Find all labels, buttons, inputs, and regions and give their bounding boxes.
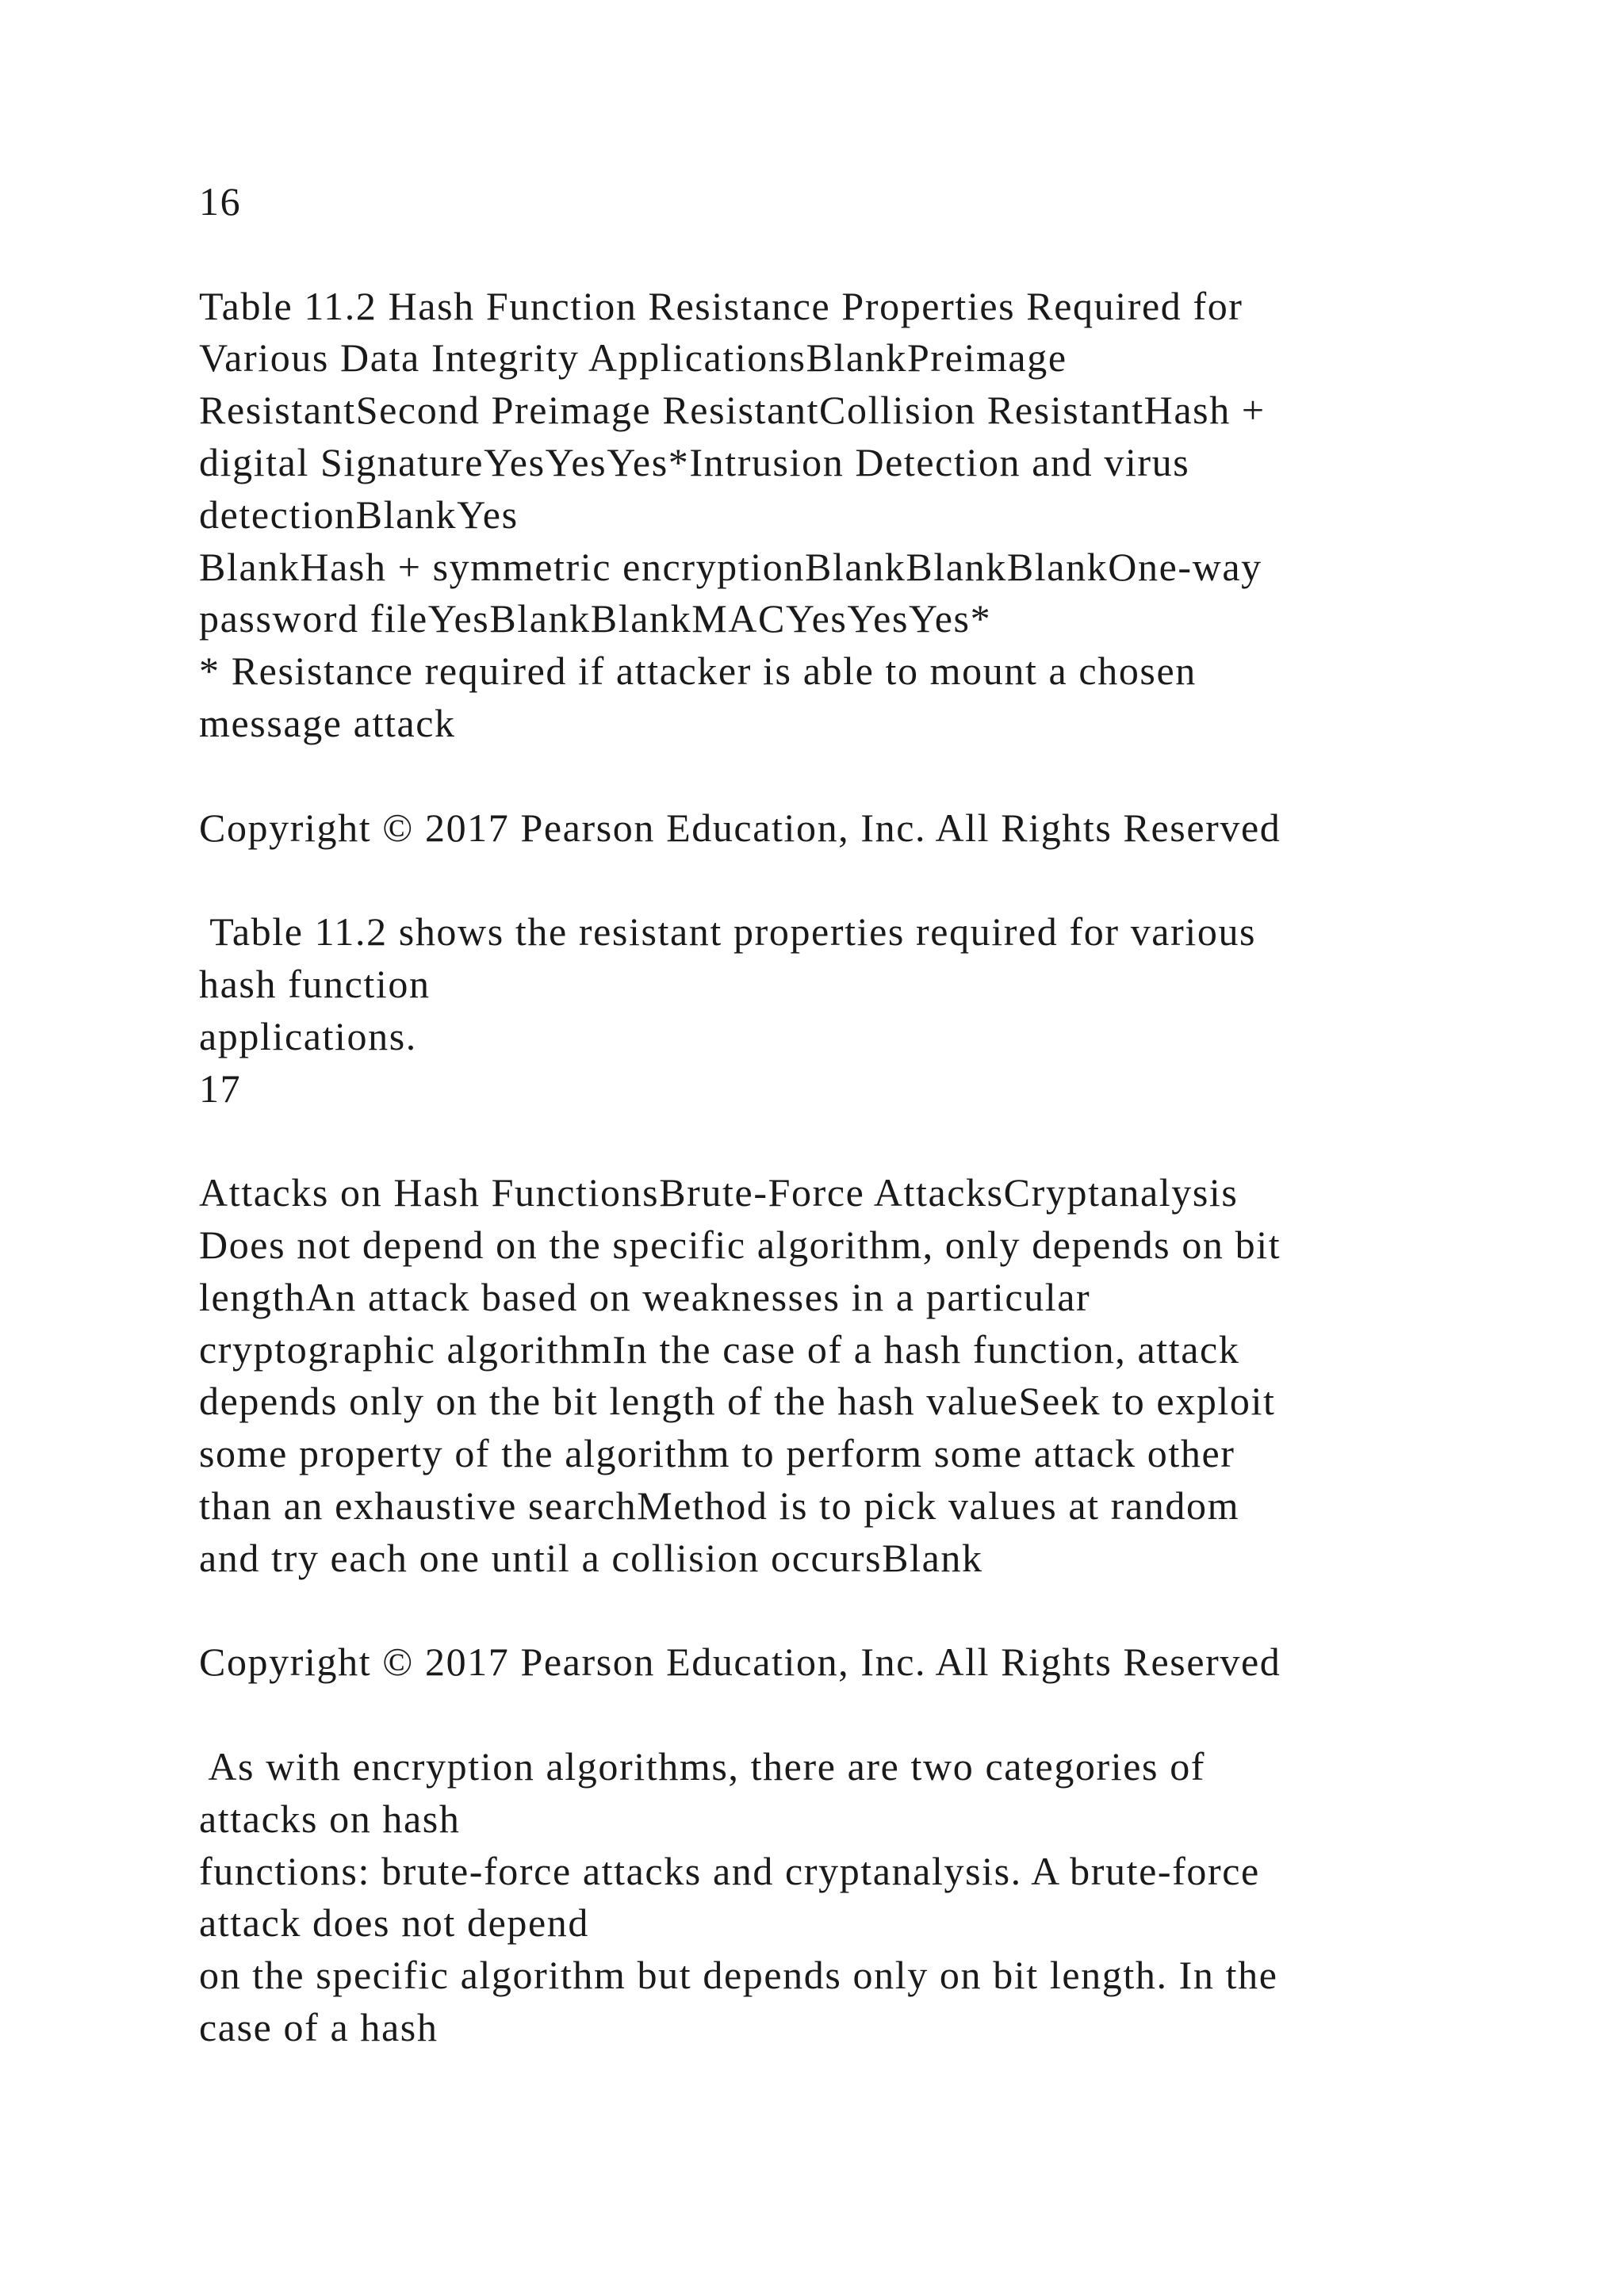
footnote-line: * Resistance required if attacker is able to mount a chosen (199, 649, 1197, 694)
table-text-line: ResistantSecond Preimage ResistantCollision ResistantHash + (199, 388, 1266, 433)
notes-line: case of a hash (199, 2004, 439, 2049)
slide-text-line: than an exhaustive searchMethod is to pick values at random (199, 1483, 1240, 1528)
notes-line: Table 11.2 shows the resistant properties required for various (199, 909, 1257, 955)
slide-text-line: some property of the algorithm to perform some attack other (199, 1431, 1235, 1476)
notes-line: attack does not depend (199, 1900, 589, 1946)
blank-line (199, 228, 1436, 281)
notes-line: hash function (199, 961, 431, 1006)
slide-text-line: depends only on the bit length of the hash valueSeek to exploit (199, 1379, 1276, 1424)
notes-line: attacks on hash (199, 1796, 461, 1841)
notes-line: applications. (199, 1013, 417, 1058)
table-text-line: digital SignatureYesYesYes*Intrusion Detection and virus (199, 439, 1190, 484)
blank-line (199, 1585, 1436, 1637)
blank-line (199, 854, 1436, 906)
copyright-line: Copyright © 2017 Pearson Education, Inc. All Rights Reserved (199, 1640, 1281, 1685)
blank-line (199, 750, 1436, 802)
page-number: 17 (199, 1066, 242, 1111)
table-text-line: Various Data Integrity ApplicationsBlankPreimage (199, 335, 1067, 381)
blank-line (199, 1689, 1436, 1741)
page-number: 16 (199, 179, 242, 224)
footnote-line: message attack (199, 700, 456, 745)
slide-text-line: and try each one until a collision occursBlank (199, 1535, 983, 1580)
table-caption-line: Table 11.2 Hash Function Resistance Properties Required for (199, 283, 1243, 328)
blank-line (199, 1115, 1436, 1167)
slide-text-line: lengthAn attack based on weaknesses in a particular (199, 1274, 1091, 1319)
table-text-line: detectionBlankYes (199, 492, 519, 537)
slide-text-line: Does not depend on the specific algorithm, only depends on bit (199, 1222, 1281, 1267)
notes-line: As with encryption algorithms, there are two categories of (199, 1743, 1206, 1789)
table-text-line: BlankHash + symmetric encryptionBlankBlankBlankOne-way (199, 544, 1262, 589)
table-text-line: password fileYesBlankBlankMACYesYesYes* (199, 596, 992, 641)
copyright-line: Copyright © 2017 Pearson Education, Inc. All Rights Reserved (199, 805, 1281, 850)
notes-line: functions: brute-force attacks and cryptanalysis. A brute-force (199, 1848, 1260, 1893)
slide-text-line: cryptographic algorithmIn the case of a hash function, attack (199, 1326, 1240, 1372)
slide-heading-line: Attacks on Hash FunctionsBrute-Force AttacksCryptanalysis (199, 1170, 1239, 1215)
notes-line: on the specific algorithm but depends only on bit length. In the (199, 1953, 1278, 1998)
document-page (199, 176, 1436, 2054)
